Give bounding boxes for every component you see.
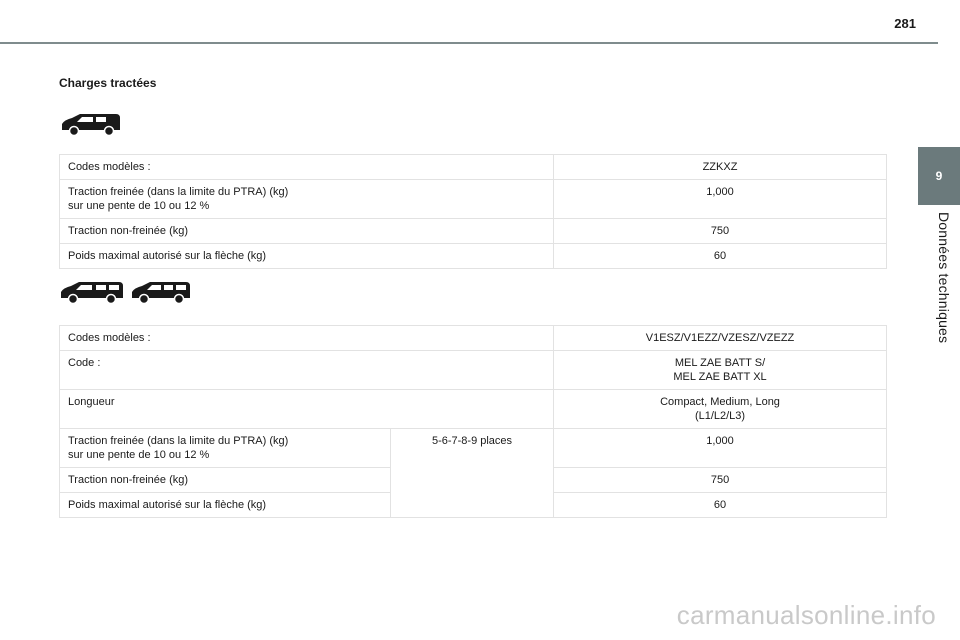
chapter-number: 9 bbox=[935, 169, 943, 183]
table-cell-label: Traction non-freinée (kg) bbox=[60, 219, 554, 244]
table-row bbox=[60, 155, 887, 180]
table-cell-label bbox=[60, 429, 391, 468]
van-seats-icon bbox=[130, 280, 192, 309]
section-title: Charges tractées bbox=[59, 76, 157, 90]
table-row bbox=[60, 219, 887, 244]
table-cell-value bbox=[554, 390, 887, 429]
table-row bbox=[60, 326, 887, 351]
page-number: 281 bbox=[894, 16, 916, 31]
value-line: MEL ZAE BATT XL bbox=[673, 371, 767, 383]
table-cell-label: Codes modèles : bbox=[60, 326, 554, 351]
watermark: carmanualsonline.info bbox=[676, 600, 936, 630]
towing-table-2 bbox=[59, 325, 887, 518]
header-rule bbox=[0, 42, 938, 44]
value-line: Compact, Medium, Long bbox=[660, 396, 780, 408]
table-cell-value: 60 bbox=[554, 493, 887, 518]
table-row bbox=[60, 180, 887, 219]
table-cell-value: 60 bbox=[554, 244, 887, 269]
table-cell-value: 1,000 bbox=[554, 429, 887, 468]
table-cell-label bbox=[60, 180, 554, 219]
towing-table-1 bbox=[59, 154, 887, 269]
table-row bbox=[60, 351, 887, 390]
table-row bbox=[60, 244, 887, 269]
table-cell-label: Longueur bbox=[60, 390, 554, 429]
table-cell-value: 1,000 bbox=[554, 180, 887, 219]
table-cell-label: Traction non-freinée (kg) bbox=[60, 468, 391, 493]
table-cell-value: V1ESZ/V1EZZ/VZESZ/VZEZZ bbox=[554, 326, 887, 351]
van-seats-icon bbox=[59, 280, 125, 309]
table-cell-value: 750 bbox=[554, 219, 887, 244]
label-line: Traction freinée (dans la limite du PTRA) (kg) bbox=[68, 186, 289, 198]
table-cell-value: ZZKXZ bbox=[554, 155, 887, 180]
table-cell-label: Codes modèles : bbox=[60, 155, 554, 180]
label-line: Traction freinée (dans la limite du PTRA) (kg) bbox=[68, 435, 289, 447]
table-cell-value bbox=[554, 351, 887, 390]
table-cell-label: Poids maximal autorisé sur la flèche (kg) bbox=[60, 493, 391, 518]
chapter-title: Données techniques bbox=[936, 212, 952, 344]
table-cell-value: 750 bbox=[554, 468, 887, 493]
table-cell-seats: 5-6-7-8-9 places bbox=[391, 429, 554, 518]
label-line: sur une pente de 10 ou 12 % bbox=[68, 449, 210, 461]
table-cell-label: Code : bbox=[60, 351, 554, 390]
chapter-tab[interactable] bbox=[918, 147, 960, 205]
label-line: sur une pente de 10 ou 12 % bbox=[68, 200, 210, 212]
table-row bbox=[60, 390, 887, 429]
table-cell-label: Poids maximal autorisé sur la flèche (kg) bbox=[60, 244, 554, 269]
value-line: (L1/L2/L3) bbox=[694, 410, 746, 422]
value-line: MEL ZAE BATT S/ bbox=[674, 357, 766, 369]
table-row bbox=[60, 429, 887, 468]
van-icon bbox=[60, 112, 122, 141]
